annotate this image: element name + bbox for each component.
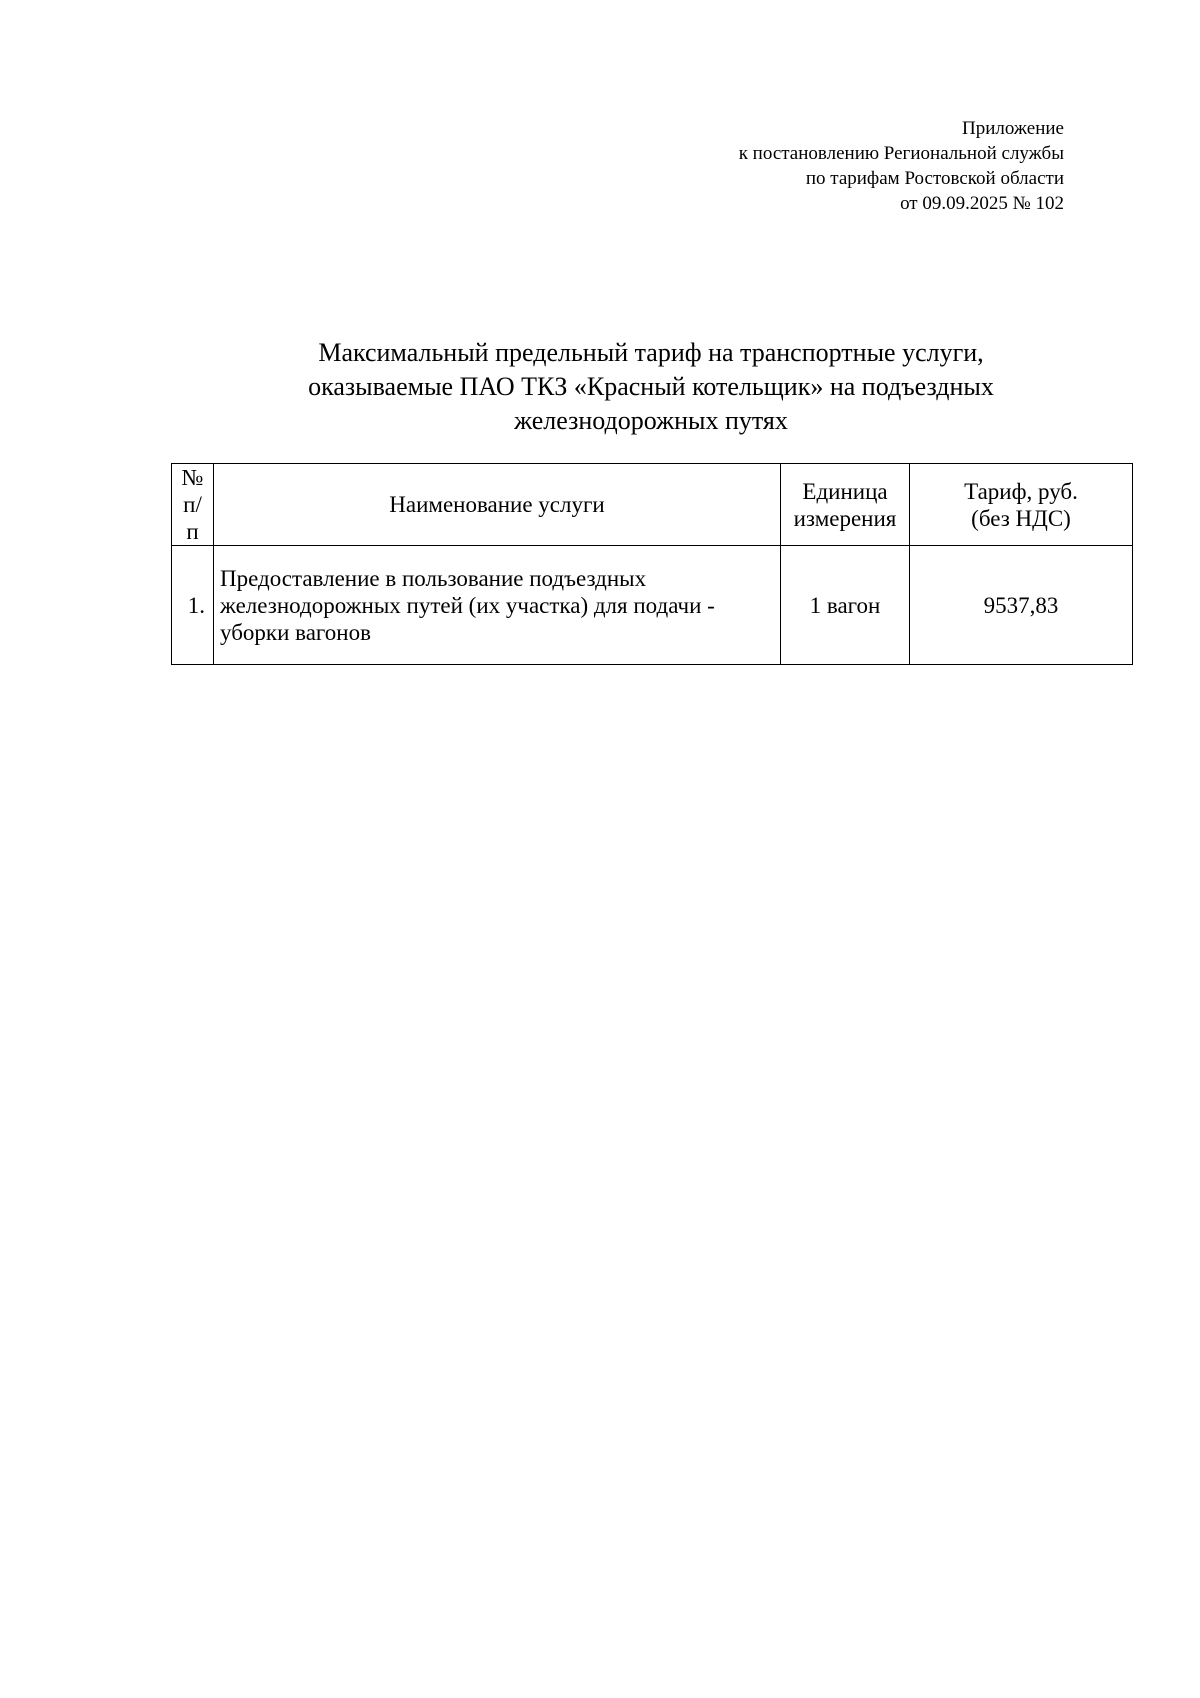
header-row	[172, 464, 1133, 546]
row-name-line-1: Предоставление в пользование подъездных	[220, 565, 647, 591]
header-tariff	[910, 464, 1133, 546]
appendix-line-2: к постановлению Региональной службы	[738, 143, 1064, 164]
header-num-line-2: п/п	[183, 492, 202, 544]
header-unit-line-1: Единица	[802, 478, 888, 504]
header-unit-line-2: измерения	[793, 505, 897, 531]
header-num-line-1: №	[181, 465, 204, 490]
tariff-table	[171, 463, 1133, 665]
appendix-line-4: от 09.09.2025 № 102	[900, 193, 1064, 214]
row-service-name	[214, 546, 781, 665]
appendix-line-1: Приложение	[962, 118, 1064, 139]
row-unit: 1 вагон	[781, 546, 910, 665]
table-row	[172, 546, 1133, 665]
header-tariff-line-1: Тариф, руб.	[964, 478, 1078, 504]
row-name-line-2: железнодорожных путей (их участка) для подачи -	[220, 592, 715, 618]
table-body	[172, 546, 1133, 665]
header-num	[172, 464, 214, 546]
table-header	[172, 464, 1133, 546]
appendix-line-3: по тарифам Ростовской области	[805, 168, 1064, 189]
title-line-3: железнодорожных путях	[514, 406, 788, 435]
header-tariff-line-2: (без НДС)	[971, 505, 1071, 531]
document-title	[170, 336, 1132, 438]
header-unit	[781, 464, 910, 546]
title-line-2: оказываемые ПАО ТКЗ «Красный котельщик» на подъездных	[308, 372, 994, 401]
appendix-note	[739, 116, 1064, 216]
row-num: 1.	[172, 546, 214, 665]
title-line-1: Максимальный предельный тариф на транспортные услуги,	[318, 338, 984, 367]
row-name-line-3: уборки вагонов	[220, 619, 371, 645]
header-name: Наименование услуги	[214, 464, 781, 546]
row-tariff: 9537,83	[910, 546, 1133, 665]
